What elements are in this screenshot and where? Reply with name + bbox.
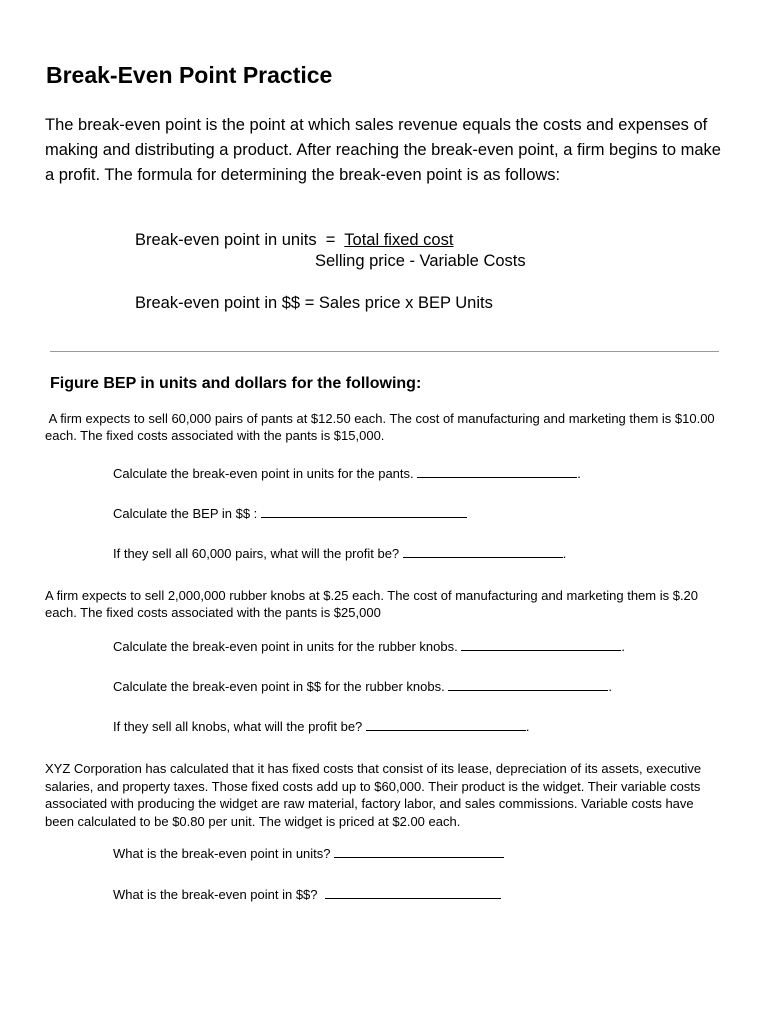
formula-numerator: Total fixed cost [344,231,454,249]
answer-blank[interactable] [417,465,577,478]
question-suffix: . [562,546,567,561]
section-divider [50,351,719,352]
formula-units-label: Break-even point in units = [135,231,345,249]
question-text: If they sell all knobs, what will the profit be? [113,719,366,734]
problem-1-question-2 [113,505,467,521]
page-title: Break-Even Point Practice [46,62,333,88]
answer-blank[interactable] [261,505,467,518]
question-text: Calculate the break-even point in units for the pants. [113,466,418,481]
problem-2-question-1 [113,638,625,654]
answer-blank[interactable] [448,678,608,691]
question-text: If they sell all 60,000 pairs, what will the profit be? [113,546,403,561]
question-text: Calculate the break-even point in $$ for the rubber knobs. [113,679,449,694]
formula-units-line [135,231,453,250]
intro-paragraph: The break-even point is the point at which sales revenue equals the costs and expenses of making and distributing a product. After reaching the break-even point, a firm begins to make a profit. The formula for determining the break-even point is as follows: [45,116,721,184]
problem-1-question-3 [113,545,566,561]
question-suffix: . [577,466,581,481]
answer-blank[interactable] [461,638,621,651]
question-text: What is the break-even point in $$? [113,887,325,902]
question-text: Calculate the BEP in $$ : [113,506,261,521]
formula-dollars-line: Break-even point in $$ = Sales price x BEP Units [135,294,493,312]
problem-2-text: A firm expects to sell 2,000,000 rubber knobs at $.25 each. The cost of manufacturing and marketing them is $.20 each. The fixed costs associated with the pants is $25,000 [45,588,699,620]
question-text: What is the break-even point in units? [113,846,335,861]
formula-denominator: Selling price - Variable Costs [315,252,526,270]
problem-1-text: A firm expects to sell 60,000 pairs of pants at $12.50 each. The cost of manufacturing and marketing them is $10.00 each. The fixed costs associated with the pants is $15,000. [45,411,719,443]
problem-2-question-2 [113,678,612,694]
question-text: Calculate the break-even point in units for the rubber knobs. [113,639,462,654]
question-suffix: . [621,639,625,654]
problem-3-question-2 [113,886,501,902]
problem-3-text: XYZ Corporation has calculated that it has fixed costs that consist of its lease, depreciation of its assets, executive salaries, and property taxes. Those fixed costs add up to $60,000. Their product is the widget. Their variable costs associated with producing the widget are raw material, factory labor, and sales commissions. Variable costs have been calculated to be $0.80 per unit. The widget is priced at $2.00 each. [45,761,702,829]
question-suffix: . [525,719,530,734]
problem-2-question-3 [113,718,530,734]
answer-blank[interactable] [325,886,501,899]
answer-blank[interactable] [334,845,504,858]
problem-3-question-1 [113,845,504,861]
section-heading: Figure BEP in units and dollars for the following: [50,375,422,392]
answer-blank[interactable] [403,545,563,558]
question-suffix: . [608,679,612,694]
answer-blank[interactable] [366,718,526,731]
problem-1-question-1 [113,465,581,481]
